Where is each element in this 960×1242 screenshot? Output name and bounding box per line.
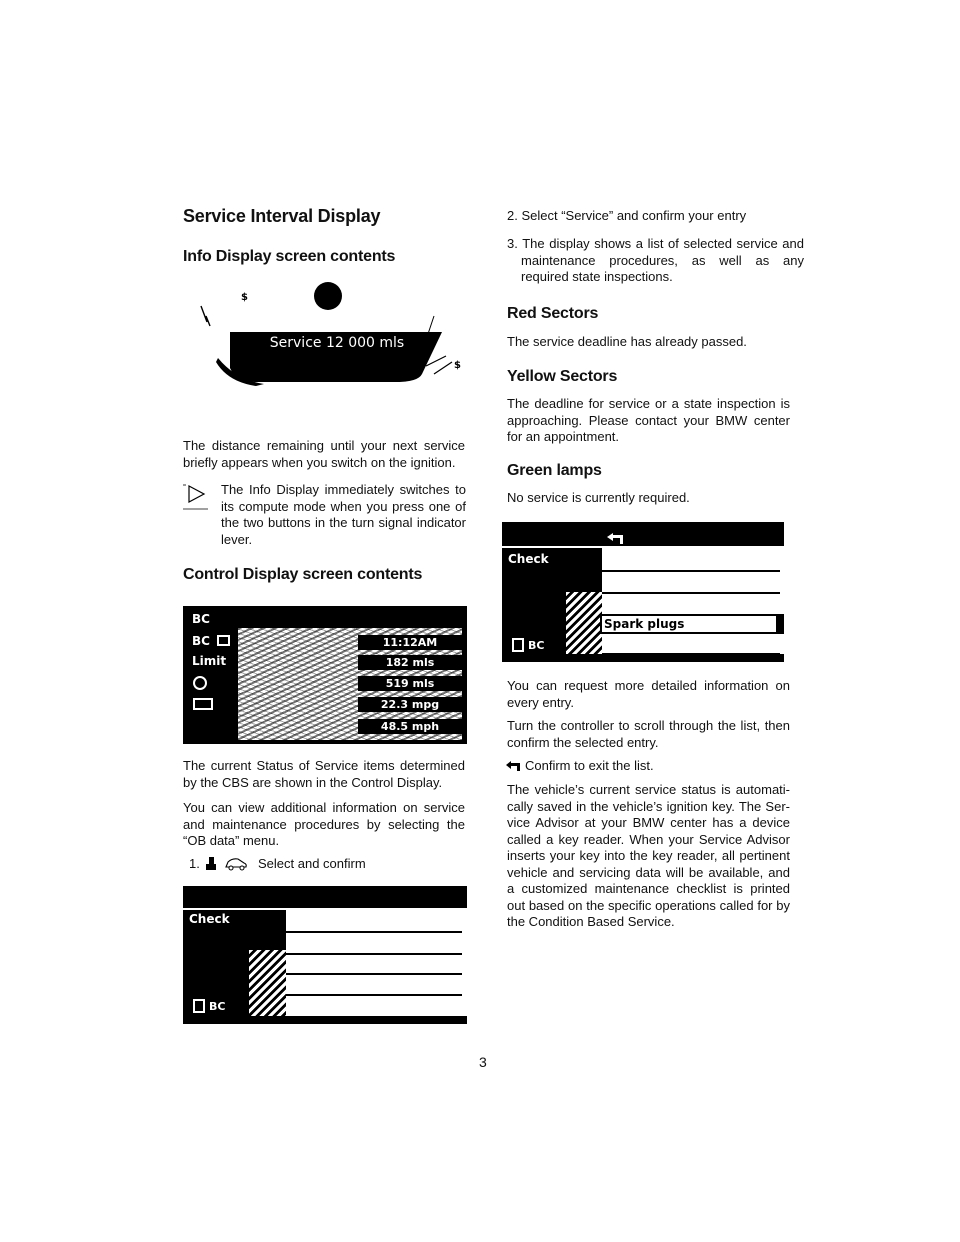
page-number: 3	[479, 1054, 487, 1070]
red-sectors-text: The service deadline has already passed.	[507, 334, 747, 349]
note-text: The Info Display immediately switches to its compute mode when you press one of the two buttons in the turn signal indicator lever.	[221, 482, 466, 547]
bc-value-range: 182 mls	[358, 655, 462, 670]
bc-mode-icon	[217, 635, 230, 646]
bc-value-consumption: 22.3 mpg	[358, 697, 462, 712]
info-display-readout: Service 12 000 mls	[269, 335, 405, 351]
bc-control-screen	[183, 606, 467, 744]
paragraph-key: The vehicle’s current service status is automati-cally saved in the vehicle’s ignition key. The Ser-vice Advisor at your BMW center has a device called a key reader. When your Service Advisor inserts your key into the key reader, all pertinent vehicle and servicing data will be available, and a customized maintenance checklist is printed out based on the specific operations called for by the Condition Based Service.	[507, 782, 790, 929]
controller-icon	[512, 638, 524, 652]
paragraph-status: The current Status of Service items determined by the CBS are shown in the Control Display.	[183, 758, 465, 790]
bc-menu-limit: Limit	[192, 654, 227, 668]
step-2: 2. Select “Service” and confirm your entry	[507, 208, 747, 223]
yellow-sectors-text: The deadline for service or a state inspection is approaching. Please contact your BMW center for an appointment.	[507, 396, 790, 444]
bc-value-speed: 48.5 mph	[358, 719, 462, 734]
back-arrow-icon	[605, 532, 625, 546]
yellow-sectors-heading: Yellow Sectors	[507, 368, 618, 385]
note-icon	[183, 483, 209, 511]
spark-plugs-item: Spark plugs	[604, 617, 685, 631]
confirm-exit-text: Confirm to exit the list.	[525, 758, 654, 773]
step-1-text: Select and confirm	[258, 856, 366, 871]
bc-menu-item: BC	[192, 612, 210, 626]
paragraph-view: You can view additional information on service and maintenance procedures by selecting the “OB data” menu.	[183, 800, 465, 848]
info-display-image	[196, 276, 466, 396]
step-1-number: 1.	[189, 856, 200, 871]
paragraph-request: You can request more detailed information on every entry.	[507, 678, 790, 710]
bc-value-distance: 519 mls	[358, 676, 462, 691]
step-3: 3. The display shows a list of selected service and maintenance procedures, as well as any required state inspections.	[507, 236, 804, 284]
red-sectors-heading: Red Sectors	[507, 305, 599, 322]
check-screen2-title: Check	[508, 552, 549, 566]
check-screen2-footer: BC	[528, 639, 545, 652]
green-lamps-heading: Green lamps	[507, 462, 602, 479]
check-screen-left	[183, 886, 467, 1024]
controller-icon	[206, 857, 216, 871]
paragraph-distance: The distance remaining until your next service briefly appears when you switch on the ignition.	[183, 438, 465, 470]
fuel-icon	[193, 698, 213, 710]
green-lamps-text: No service is currently required.	[507, 490, 690, 505]
control-display-heading: Control Display screen contents	[183, 566, 423, 583]
check-screen-right	[502, 522, 784, 662]
back-arrow-icon	[505, 760, 521, 772]
svg-text:$: $	[454, 360, 461, 371]
controller-icon	[193, 999, 205, 1013]
check-screen-title: Check	[189, 912, 230, 926]
paragraph-turn: Turn the controller to scroll through the list, then confirm the selected entry.	[507, 718, 790, 750]
check-screen-footer: BC	[209, 1000, 226, 1013]
car-icon	[224, 857, 248, 871]
bc-menu-item-2: BC	[192, 634, 210, 648]
page-title: Service Interval Display	[183, 206, 381, 226]
bc-value-time: 11:12AM	[358, 635, 462, 650]
alarm-clock-icon	[193, 676, 207, 690]
svg-text:$: $	[241, 292, 248, 303]
info-display-heading: Info Display screen contents	[183, 248, 396, 265]
